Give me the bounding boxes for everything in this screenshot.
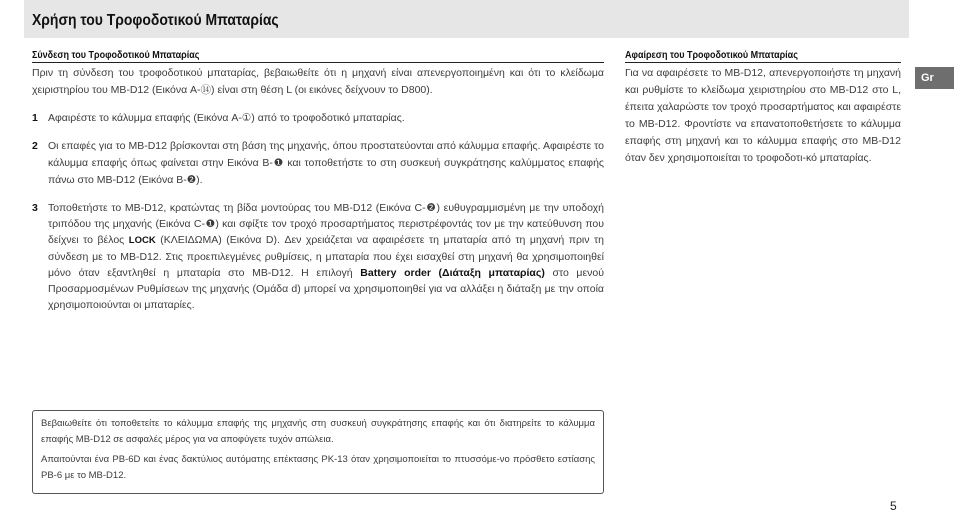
- connect-heading-text: Σύνδεση του Τροφοδοτικού Μπαταρίας: [32, 50, 200, 61]
- note-bellows: Απαιτούνται ένα PB-6D και ένας δακτύλιος αυτόματης επέκτασης PK-13 όταν χρησιμοποιείται το πτυσσόμε-νο πρόσθετο εστίασης PB-6 με το MB-D12.: [41, 454, 595, 481]
- step-number: 3: [32, 202, 38, 214]
- language-tab: Gr: [915, 67, 954, 89]
- note-box: [32, 410, 604, 494]
- step-text: [48, 200, 604, 313]
- step-3-text-part-c: στο μενού Προσαρμοσμένων Ρυθμίσεων της μηχανής (Ομάδα d) μπορεί να χρησιμοποιηθεί για να αλλάξει η διάταξη με την οποία χρησιμοποιούνται οι μπαταρίες.: [48, 267, 604, 311]
- remove-heading-text: Αφαίρεση του Τροφοδοτικού Μπαταρίας: [625, 50, 798, 61]
- step-text: Αφαιρέστε το κάλυμμα επαφής (Εικόνα A-①) από το τροφοδοτικό μπαταρίας.: [48, 112, 405, 124]
- remove-section-heading: [625, 50, 901, 63]
- lock-word: LOCK: [128, 235, 156, 246]
- page-title: Χρήση του Τροφοδοτικού Μπαταρίας: [32, 12, 279, 29]
- remove-text: Για να αφαιρέσετε το MB-D12, απενεργοποιήστε τη μηχανή και ρυθμίστε το κλείδωμα χειριστηρίου στο MB-D12 στο L, έπειτα χαλαρώστε τον τροχό προσαρτήματος και αφαιρέστε το MB-D12. Φροντίστε να επανατοποθετήσετε το κάλυμμα επαφής στη μηχανή και το κάλυμμα επαφής στο MB-D12 όταν δεν χρησιμοποιείται το τροφοδοτι-κό μπαταρίας.: [625, 67, 901, 164]
- step-text: Οι επαφές για το MB-D12 βρίσκονται στη βάση της μηχανής, όπου προστατεύονται από κάλυμμα επαφής. Αφαιρέστε το κάλυμμα επαφής όπως φαίνεται στην Εικόνα B-❶ και τοποθετήστε το στη συσκευή συγκράτησης καλύμματος επαφής πάνω στο MB-D12 (Εικόνα B-❷).: [48, 140, 604, 186]
- step-3-text-part-a: Τοποθετήστε το MB-D12, κρατώντας τη βίδα μοντούρας του MB-D12 (Εικόνα C-❷) ευθυγραμμισμένη με την υποδοχή τριπόδου της μηχανής (Εικόνα C-❶) και σφίξτε τον τροχό προσαρτήματος περιστρέφοντάς τον με την κατεύθυνση που δείχνει το βέλος: [48, 202, 604, 246]
- step-number: 1: [32, 112, 38, 124]
- page-number: 5: [890, 499, 897, 513]
- step-1: [32, 110, 604, 127]
- step-2: [32, 138, 604, 189]
- step-3-text-part-b: (ΚΛΕΙΔΩΜΑ) (Εικόνα D). Δεν χρειάζεται να αφαιρέσετε τη μπαταρία από τη μηχανή πριν τη σύνδεση με το MB-D12. Στις προεπιλεγμένες ρυθμίσεις, η μπαταρία που έχει εισαχθεί στη μηχανή θα χρησιμοποιηθεί μόνο όταν εξαντληθεί η μπαταρία στο MB-D12. Η επιλογή: [48, 234, 605, 279]
- connect-intro: Πριν τη σύνδεση του τροφοδοτικού μπαταρίας, βεβαιωθείτε ότι η μηχανή είναι απενεργοποιημένη και ότι το κλείδωμα χειριστηρίου του MB-D12 (Εικόνα A-⑭) είναι στη θέση L (οι εικόνες δείχνουν το D800).: [32, 67, 604, 96]
- step-number: 2: [32, 140, 38, 152]
- connect-section-heading: [32, 50, 604, 63]
- note-contact-cover: Βεβαιωθείτε ότι τοποθετείτε το κάλυμμα επαφής της μηχανής στη συσκευή συγκράτησης επαφής και ότι διατηρείτε το κάλυμμα επαφής MB-D12 σε ασφαλές μέρος για να αποφύγετε τυχόν απώλεια.: [41, 418, 595, 445]
- step-3: [32, 200, 604, 313]
- connect-section: [32, 65, 604, 324]
- remove-section: [625, 65, 901, 167]
- battery-order-option: Battery order (Διάταξη μπαταρίας): [360, 267, 545, 279]
